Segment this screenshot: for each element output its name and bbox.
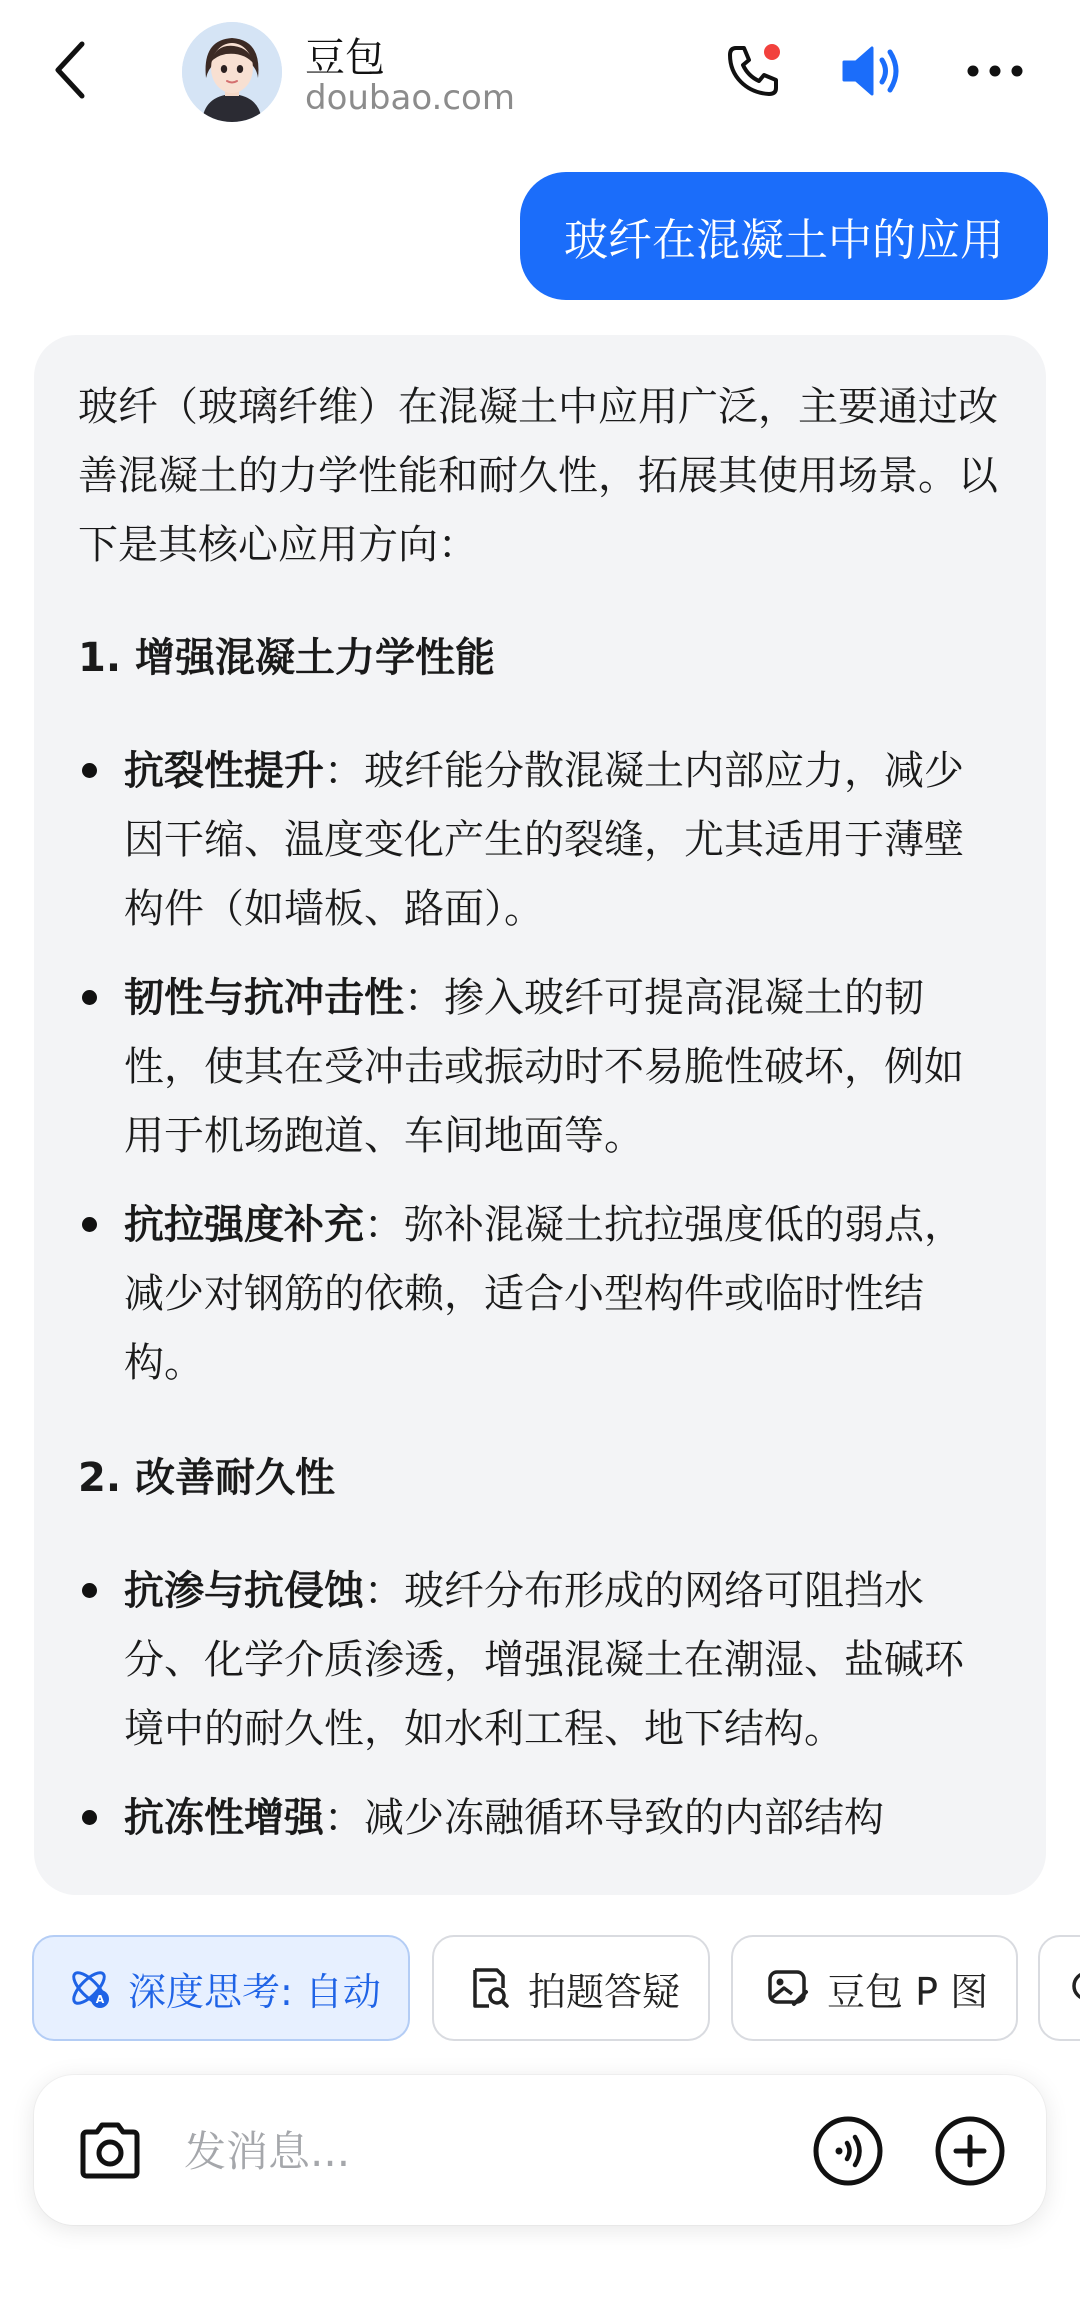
bullet-text: ：弥补混凝土抗拉强度低的弱点，减少对钢筋的依赖，适合小型构件或临时性结构。 <box>124 1202 964 1386</box>
bot-message-card[interactable] <box>34 335 1046 1895</box>
deep-think-label: 深度思考: 自动 <box>128 1969 381 2014</box>
section-heading: 2. 改善耐久性 <box>78 1455 335 1501</box>
speaker-button[interactable] <box>838 36 908 106</box>
image-edit-icon <box>763 1963 813 2013</box>
bullet-title: 抗渗与抗侵蚀 <box>124 1568 364 1614</box>
more-chip-icon <box>1064 1963 1080 2013</box>
photo-qa-chip[interactable] <box>432 1935 710 2041</box>
add-button[interactable] <box>932 2113 1008 2189</box>
svg-text:A: A <box>95 1993 105 2006</box>
more-chip[interactable] <box>1038 1935 1080 2041</box>
list-item <box>78 964 1002 1171</box>
user-message-bubble[interactable]: 玻纤在混凝土中的应用 <box>520 172 1048 300</box>
bot-intro-text: 玻纤（玻璃纤维）在混凝土中应用广泛，主要通过改善混凝土的力学性能和耐久性，拓展其使用场景。以下是其核心应用方向： <box>78 384 998 568</box>
list-item <box>78 1784 1002 1853</box>
bot-message-content <box>34 335 1046 1853</box>
bullet-text: ：玻纤能分散混凝土内部应力，减少因干缩、温度变化产生的裂缝，尤其适用于薄壁构件（如墙板、路面）。 <box>124 748 964 932</box>
document-search-icon <box>464 1963 514 2013</box>
bullet-text: ：掺入玻纤可提高混凝土的韧性，使其在受冲击或振动时不易脆性破坏，例如用于机场跑道、车间地面等。 <box>124 975 964 1159</box>
bullet-dot <box>82 1583 97 1598</box>
list-item <box>78 1557 1002 1764</box>
bullet-title: 抗拉强度补充 <box>124 1202 364 1248</box>
speaker-icon <box>838 40 908 102</box>
atom-icon <box>64 1963 114 2013</box>
call-button[interactable] <box>718 36 788 106</box>
bullet-dot <box>82 1217 97 1232</box>
camera-icon <box>75 2120 145 2182</box>
plus-icon <box>934 2115 1006 2187</box>
camera-button[interactable] <box>72 2113 148 2189</box>
photo-qa-label: 拍题答疑 <box>528 1969 681 2014</box>
bullet-dot <box>82 1810 97 1825</box>
bullet-list <box>78 1557 1002 1853</box>
message-input-bar <box>34 2075 1046 2225</box>
back-icon <box>50 38 90 102</box>
quick-actions-row <box>32 1935 1080 2041</box>
bot-name: 豆包 <box>305 35 385 81</box>
bullet-title: 抗冻性增强 <box>124 1795 324 1841</box>
bullet-list <box>78 737 1002 1398</box>
avatar[interactable] <box>182 22 282 122</box>
bullet-text: ：减少冻融循环导致的内部结构 <box>324 1795 884 1841</box>
bullet-title: 韧性与抗冲击性 <box>124 975 404 1021</box>
bullet-dot <box>82 990 97 1005</box>
back-button[interactable] <box>40 30 100 110</box>
bullet-text: ：玻纤分布形成的网络可阻挡水分、化学介质渗透，增强混凝土在潮湿、盐碱环境中的耐久性，如水利工程、地下结构。 <box>124 1568 964 1752</box>
list-item <box>78 1191 1002 1398</box>
voice-wave-icon <box>812 2115 884 2187</box>
bullet-title: 抗裂性提升 <box>124 748 324 794</box>
bot-domain: doubao.com <box>305 78 515 118</box>
list-item <box>78 737 1002 944</box>
more-button[interactable] <box>960 36 1030 106</box>
section-heading: 1. 增强混凝土力学性能 <box>78 635 495 681</box>
chat-header <box>0 0 1080 150</box>
phone-icon <box>722 40 784 102</box>
message-input[interactable] <box>184 2113 804 2189</box>
p-image-label: 豆包 P 图 <box>827 1969 989 2014</box>
voice-button[interactable] <box>810 2113 886 2189</box>
bullet-dot <box>82 763 97 778</box>
deep-think-chip[interactable] <box>32 1935 410 2041</box>
more-icon <box>965 61 1025 81</box>
p-image-chip[interactable] <box>731 1935 1018 2041</box>
